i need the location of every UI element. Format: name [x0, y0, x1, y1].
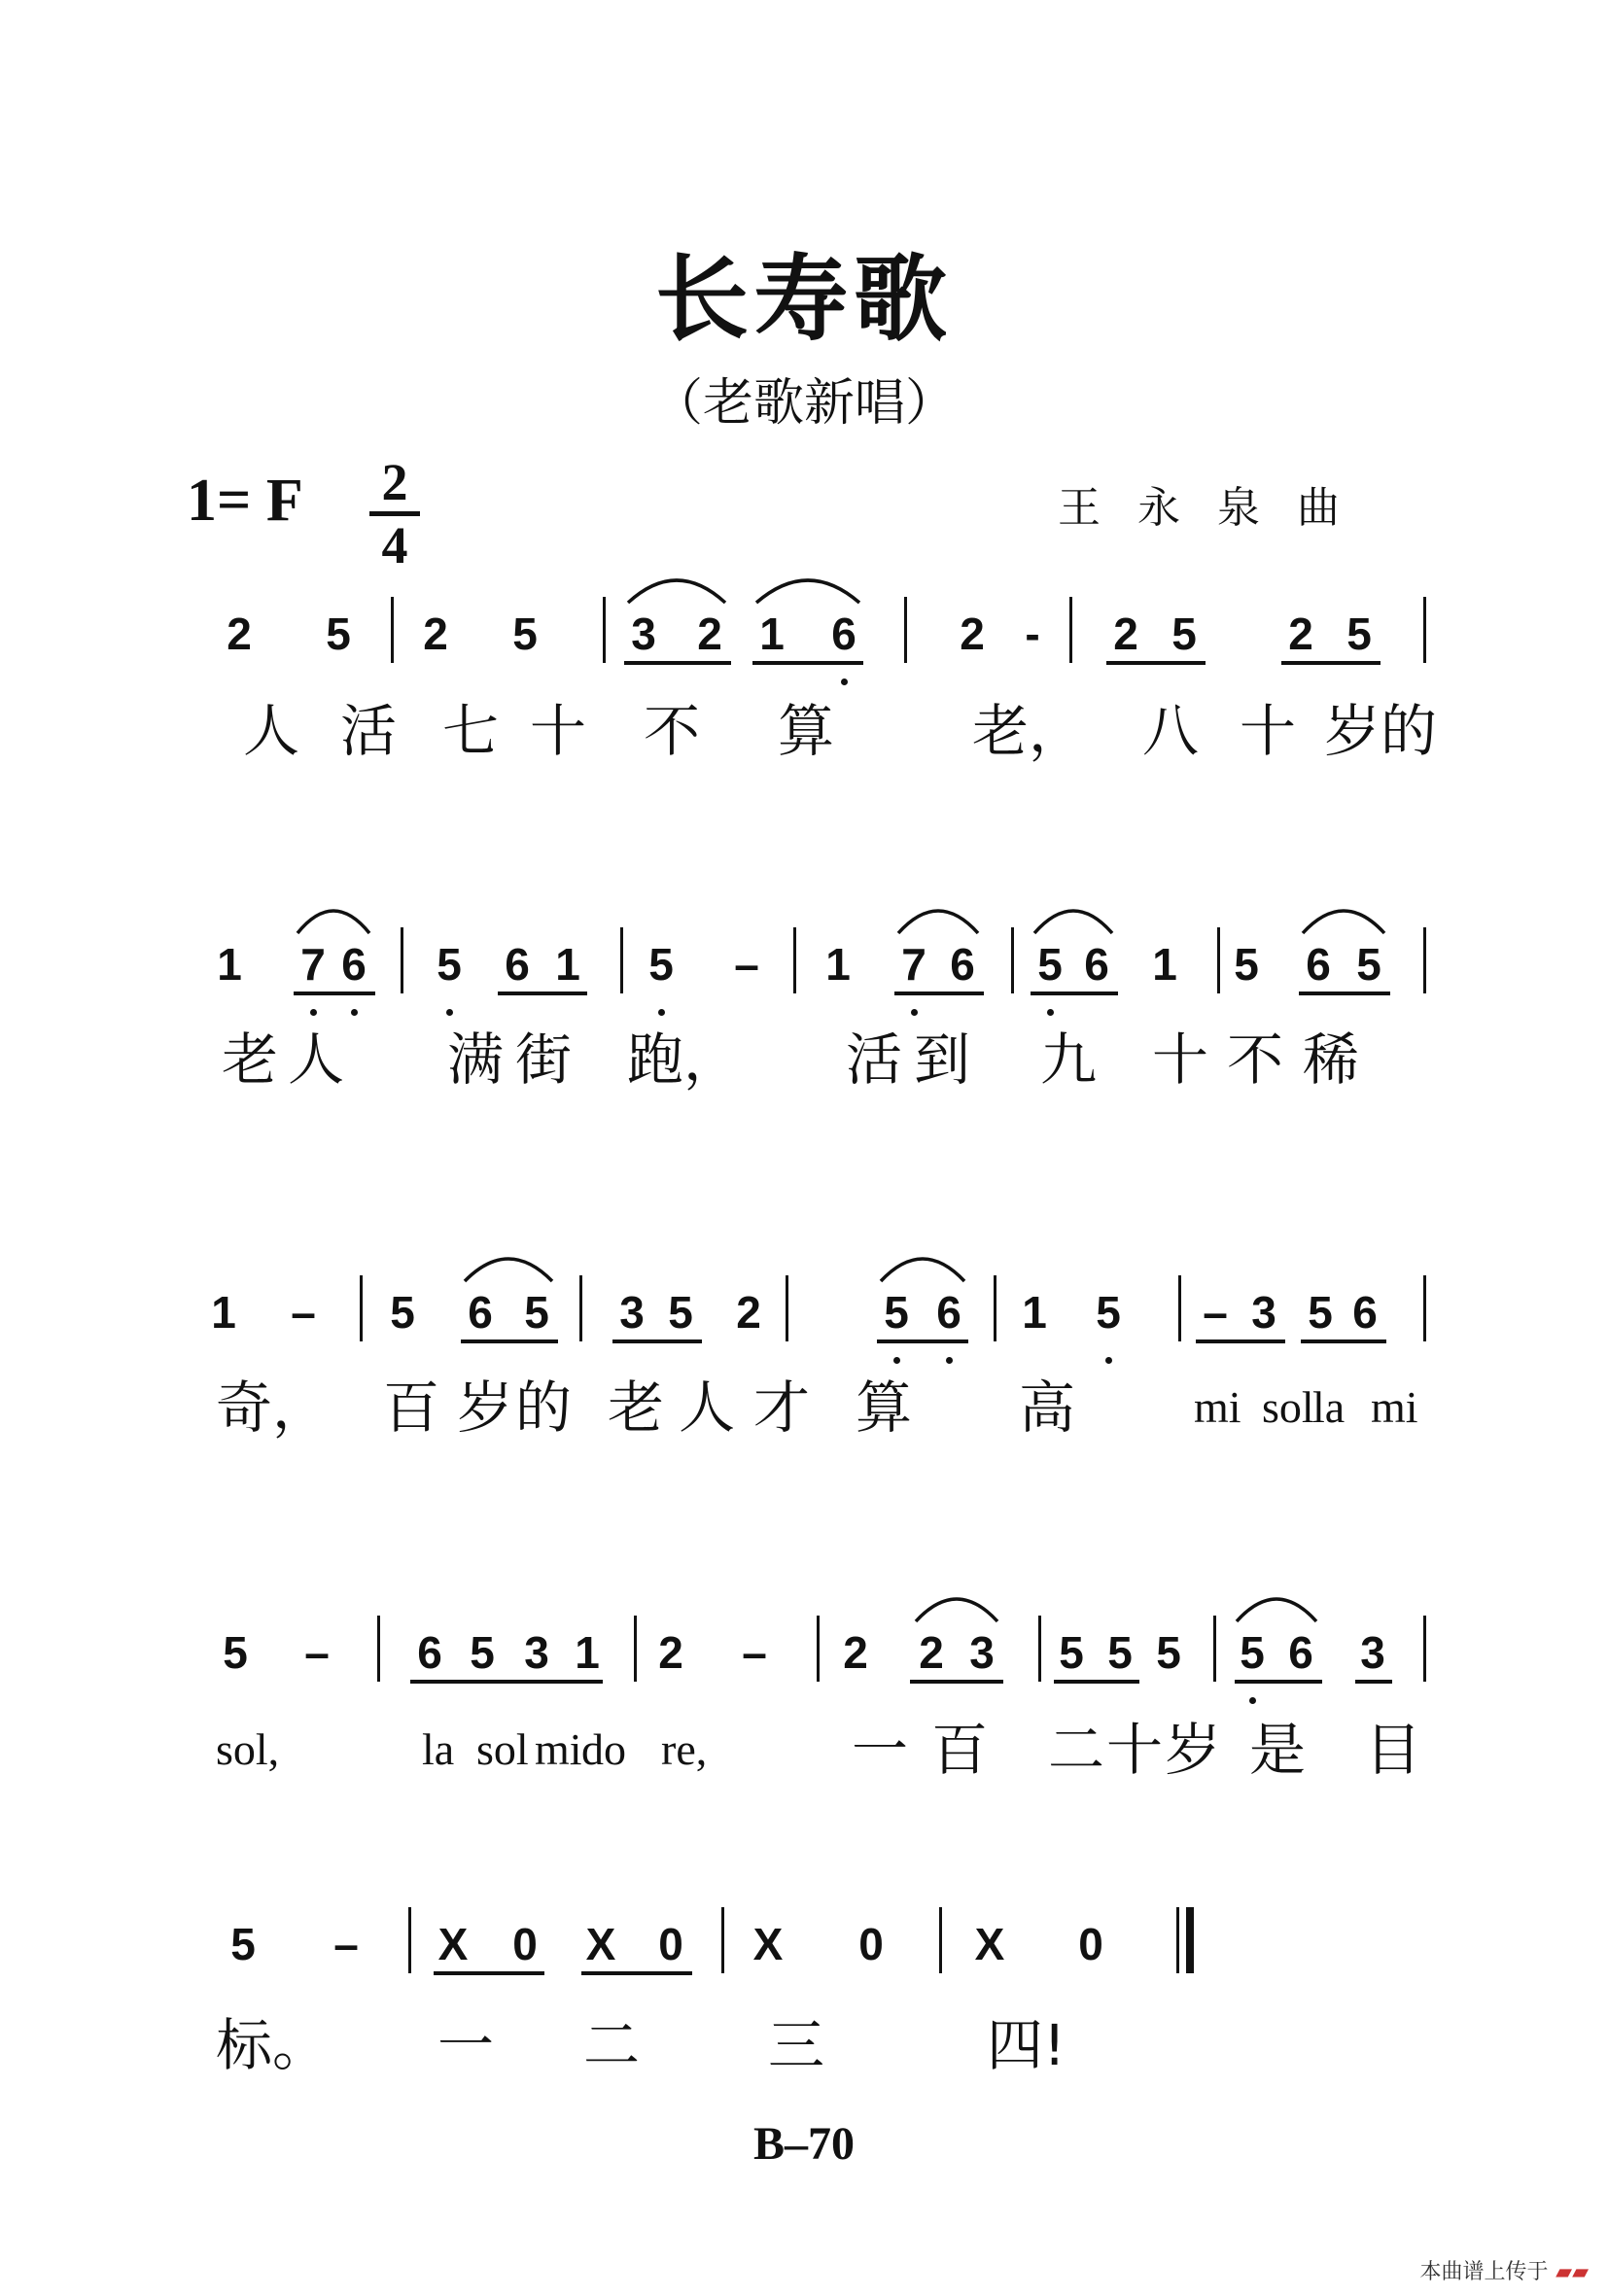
note: 2 [1288, 609, 1313, 659]
note: 7 [300, 939, 326, 990]
note: 5 [648, 939, 674, 990]
solfege-syllable: sol [476, 1724, 529, 1774]
note: 5 [223, 1627, 248, 1678]
lyric-syllable: 四! [987, 2012, 1066, 2078]
note: 2 [227, 609, 252, 659]
note: 1 [575, 1627, 600, 1678]
lyric-syllable: 十 [1106, 1717, 1164, 1783]
lyric-syllable: 不 [1227, 1026, 1284, 1093]
lyric-syllable: 老， [972, 698, 1086, 764]
lyric-syllable: 岁 [1324, 698, 1381, 764]
note: 5 [1171, 609, 1197, 659]
lyric-syllable: 标。 [216, 2012, 330, 2078]
note: 0 [1078, 1919, 1103, 1969]
note: 1 [211, 1287, 236, 1338]
lyric-syllable: 十 [1240, 698, 1297, 764]
lyric-syllable: 二 [1048, 1717, 1105, 1783]
slur [628, 580, 725, 603]
note: 5 [470, 1627, 495, 1678]
note: 5 [512, 609, 538, 659]
lyric-syllable: 目 [1365, 1717, 1422, 1783]
note: X [437, 1919, 469, 1969]
note: 1 [825, 939, 851, 990]
solfege-syllable: la [1312, 1382, 1346, 1432]
slur [881, 1259, 964, 1281]
lyric-syllable: 八 [1142, 698, 1200, 764]
solfege-syllable: do [581, 1724, 626, 1774]
note: 5 [1059, 1627, 1084, 1678]
lyric-syllable: 十 [1152, 1026, 1209, 1093]
note: – [742, 1627, 767, 1678]
note: 3 [524, 1627, 549, 1678]
slur [465, 1259, 552, 1281]
note: 1 [217, 939, 242, 990]
note: 2 [960, 609, 985, 659]
note: X [752, 1919, 784, 1969]
song-subtitle: （老歌新唱） [651, 374, 956, 433]
note: 6 [417, 1627, 442, 1678]
page-number: B–70 [752, 2118, 855, 2170]
note: – [291, 1287, 316, 1338]
note: 5 [1037, 939, 1063, 990]
lyric-syllable: 是 [1249, 1717, 1307, 1783]
lyric-syllable: 的 [1381, 698, 1438, 764]
lyric-syllable: 才 [753, 1374, 811, 1441]
note: 3 [619, 1287, 645, 1338]
note: 2 [697, 609, 722, 659]
note: 5 [326, 609, 351, 659]
note: – [734, 939, 759, 990]
note: – [333, 1919, 359, 1969]
watermark-logo-icon: ▰▰ [1548, 2260, 1589, 2284]
lyric-syllable: 一 [852, 1717, 909, 1783]
lyric-syllable: 活 [340, 698, 398, 764]
lyric-syllable: 的 [515, 1374, 573, 1441]
slur [756, 580, 859, 603]
note: 1 [1152, 939, 1177, 990]
lyric-syllable: 活 [846, 1026, 903, 1093]
note: 1 [555, 939, 580, 990]
key-signature: 1= F [187, 468, 303, 534]
slur [1034, 911, 1112, 933]
slur [898, 911, 978, 933]
note: 2 [736, 1287, 761, 1338]
lyric-syllable: 老 [222, 1026, 279, 1093]
note: 2 [919, 1627, 944, 1678]
solfege-syllable: sol, [216, 1724, 280, 1774]
lyric-syllable: 跑， [627, 1026, 741, 1093]
note: 6 [1084, 939, 1109, 990]
note: 6 [831, 609, 856, 659]
lyric-syllable: 街 [515, 1026, 573, 1093]
note: 3 [631, 609, 656, 659]
lyric-syllable: 百 [931, 1717, 989, 1783]
solfege-syllable: sol [1262, 1382, 1314, 1432]
lyric-syllable: 岁 [1165, 1717, 1222, 1783]
lyric-syllable: 百 [383, 1374, 440, 1441]
lyric-syllable: 满 [447, 1026, 505, 1093]
note: 6 [936, 1287, 961, 1338]
note: 5 [1156, 1627, 1181, 1678]
note: - [1025, 609, 1040, 659]
note: X [974, 1919, 1005, 1969]
lyric-syllable: 十 [530, 698, 587, 764]
note: 5 [668, 1287, 693, 1338]
note: 6 [505, 939, 530, 990]
solfege-syllable: mi [535, 1724, 582, 1774]
note: 5 [1356, 939, 1381, 990]
lyric-syllable: 九 [1040, 1026, 1098, 1093]
note: 2 [1113, 609, 1138, 659]
note: 5 [1346, 609, 1372, 659]
note: 5 [1234, 939, 1259, 990]
note: 6 [341, 939, 367, 990]
meter-top: 2 [381, 453, 408, 511]
note: 1 [759, 609, 785, 659]
note: 5 [524, 1287, 549, 1338]
song-title: 长寿歌 [655, 244, 953, 354]
lyric-syllable: 人 [679, 1374, 736, 1441]
note: 6 [1306, 939, 1331, 990]
note: 5 [1107, 1627, 1133, 1678]
note: 7 [901, 939, 926, 990]
lyric-syllable: 高 [1019, 1374, 1076, 1441]
note: 1 [1022, 1287, 1047, 1338]
lyric-syllable: 算 [856, 1374, 913, 1441]
watermark-text: 本曲谱上传于 [1419, 2260, 1549, 2284]
lyric-syllable: 人 [243, 698, 300, 764]
lyric-syllable: 人 [288, 1026, 345, 1093]
watermark [1419, 2255, 1589, 2285]
note: 3 [969, 1627, 995, 1678]
note: – [304, 1627, 330, 1678]
note: 3 [1251, 1287, 1276, 1338]
lyric-syllable: 岁 [457, 1374, 514, 1441]
lyric-syllable: 不 [644, 698, 701, 764]
note: 2 [423, 609, 448, 659]
lyric-syllable: 算 [778, 698, 835, 764]
solfege-syllable: la [422, 1724, 455, 1774]
note: 5 [230, 1919, 256, 1969]
note: 6 [950, 939, 975, 990]
lyric-syllable: 老 [608, 1374, 665, 1441]
note: 6 [468, 1287, 493, 1338]
solfege-syllable: re, [661, 1724, 708, 1774]
slur [1303, 911, 1384, 933]
slur [916, 1599, 997, 1621]
note: 0 [858, 1919, 884, 1969]
slur [1237, 1599, 1316, 1621]
note: X [585, 1919, 616, 1969]
lyric-syllable: 二 [583, 2012, 641, 2078]
note: 5 [1096, 1287, 1121, 1338]
lyric-syllable: 奇， [216, 1374, 330, 1441]
slur [297, 911, 369, 933]
note: 2 [843, 1627, 868, 1678]
note: 6 [1288, 1627, 1313, 1678]
note: 5 [390, 1287, 415, 1338]
solfege-syllable: mi [1371, 1382, 1418, 1432]
note: 2 [658, 1627, 683, 1678]
note: 5 [1308, 1287, 1333, 1338]
lyric-syllable: 三 [768, 2012, 825, 2078]
lyric-syllable: 到 [914, 1026, 971, 1093]
note: 3 [1360, 1627, 1385, 1678]
note: 5 [1240, 1627, 1265, 1678]
note: 5 [437, 939, 462, 990]
lyric-syllable: 一 [437, 2012, 495, 2078]
lyric-syllable: 稀 [1303, 1026, 1360, 1093]
solfege-syllable: mi [1194, 1382, 1241, 1432]
composer-credit: 王永泉曲 [1058, 483, 1377, 533]
meter-bottom: 4 [381, 516, 408, 574]
note: – [1203, 1287, 1228, 1338]
lyric-syllable: 七 [442, 698, 500, 764]
note: 0 [512, 1919, 538, 1969]
note: 6 [1352, 1287, 1378, 1338]
note: 5 [884, 1287, 909, 1338]
note: 0 [658, 1919, 683, 1969]
